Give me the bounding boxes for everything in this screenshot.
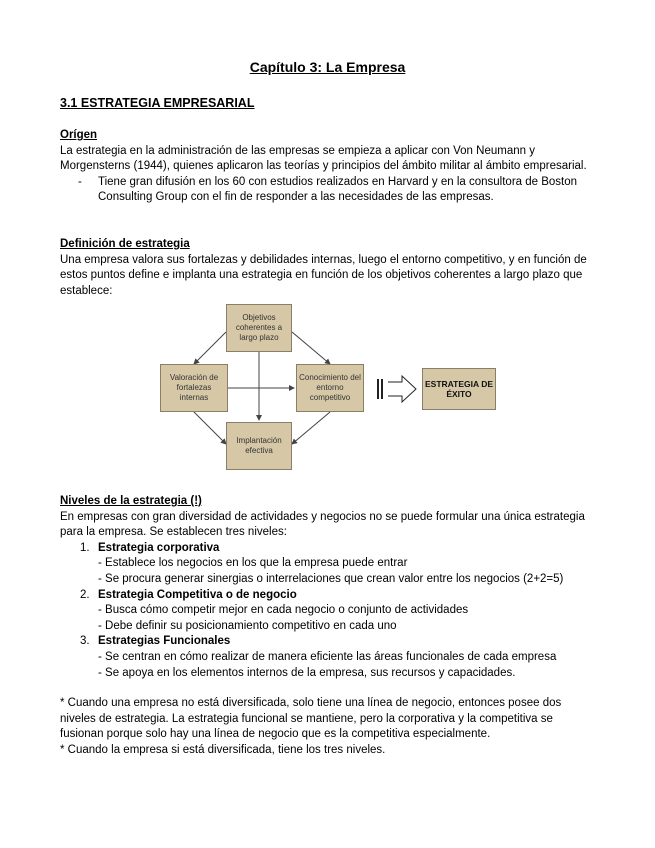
niveles-block: [60, 494, 595, 681]
notes-block: [60, 696, 595, 758]
level-title: Estrategia corporativa: [98, 541, 220, 554]
arrow-top-left: [194, 332, 226, 364]
level-detail: - Debe definir su posicionamiento competitivo en cada uno: [98, 619, 397, 632]
dash-bullet: -: [78, 175, 82, 188]
list-item: [60, 588, 595, 635]
item-number: 3.: [80, 635, 90, 648]
item-number: 1.: [80, 541, 90, 554]
level-detail: - Se procura generar sinergias o interrelaciones que crean valor entre los negocios (2+2=5): [98, 572, 564, 585]
niveles-list: [60, 541, 595, 681]
definicion-block: [60, 237, 595, 299]
origen-bullets: [60, 175, 595, 206]
result-arrow: [388, 376, 416, 402]
list-item: [60, 541, 595, 588]
strategy-diagram: [160, 304, 510, 476]
box-valoracion: Valoración de fortalezas internas: [160, 364, 228, 412]
origen-block: [60, 128, 595, 206]
arrow-top-right: [292, 332, 330, 364]
origen-text: La estrategia en la administración de las empresas se empieza a aplicar con Von Neumann y Morgensterns (1944), quienes aplicaron las teorías y principios del ámbito militar al ámbito empresarial.: [60, 144, 587, 173]
page-title: Capítulo 3: La Empresa: [249, 59, 406, 75]
level-title: Estrategias Funcionales: [98, 635, 231, 648]
section-title: 3.1 ESTRATEGIA EMPRESARIAL: [60, 96, 255, 110]
note-1: * Cuando una empresa no está diversificada, solo tiene una línea de negocio, entonces posee dos niveles de estrategia. La estrategia funcional se mantiene, pero la corporativa y la competitiva se fusionan porque solo hay una línea de negocio que es la competitiva especialmente.: [60, 697, 562, 741]
list-item: [60, 175, 595, 206]
list-item: [60, 634, 595, 681]
origen-bullet-text: Tiene gran difusión en los 60 con estudios realizados en Harvard y en la consultora de Boston Consulting Group con el fin de responder a las necesidades de las empresas.: [98, 175, 578, 204]
origen-heading: Orígen: [60, 129, 98, 141]
arrow-right-bottom: [292, 412, 330, 444]
box-implantacion: Implantación efectiva: [226, 422, 292, 470]
definicion-text: Una empresa valora sus fortalezas y debilidades internas, luego el entorno competitivo, y en función de estos puntos define e implanta una estrategia en función de los objetivos coherentes a largo plazo que establece:: [60, 253, 587, 297]
box-objetivos: Objetivos coherentes a largo plazo: [226, 304, 292, 352]
arrow-left-bottom: [194, 412, 226, 444]
level-detail: - Busca cómo competir mejor en cada negocio o conjunto de actividades: [98, 604, 469, 617]
niveles-intro: En empresas con gran diversidad de actividades y negocios no se puede formular una única estrategia para la empresa. Se establecen tres niveles:: [60, 510, 585, 539]
item-number: 2.: [80, 588, 90, 601]
note-2: * Cuando la empresa si está diversificada, tiene los tres niveles.: [60, 743, 386, 756]
level-detail: - Establece los negocios en los que la empresa puede entrar: [98, 557, 408, 570]
level-detail: - Se apoya en los elementos internos de la empresa, sus recursos y capacidades.: [98, 666, 516, 679]
level-title: Estrategia Competitiva o de negocio: [98, 588, 297, 601]
definicion-heading: Definición de estrategia: [60, 238, 190, 250]
level-detail: - Se centran en cómo realizar de manera eficiente las áreas funcionales de cada empresa: [98, 650, 557, 663]
box-estrategia-exito: ESTRATEGIA DE ÉXITO: [422, 368, 496, 410]
niveles-heading: Niveles de la estrategia (!): [60, 495, 202, 507]
box-conocimiento: Conocimiento del entorno competitivo: [296, 364, 364, 412]
